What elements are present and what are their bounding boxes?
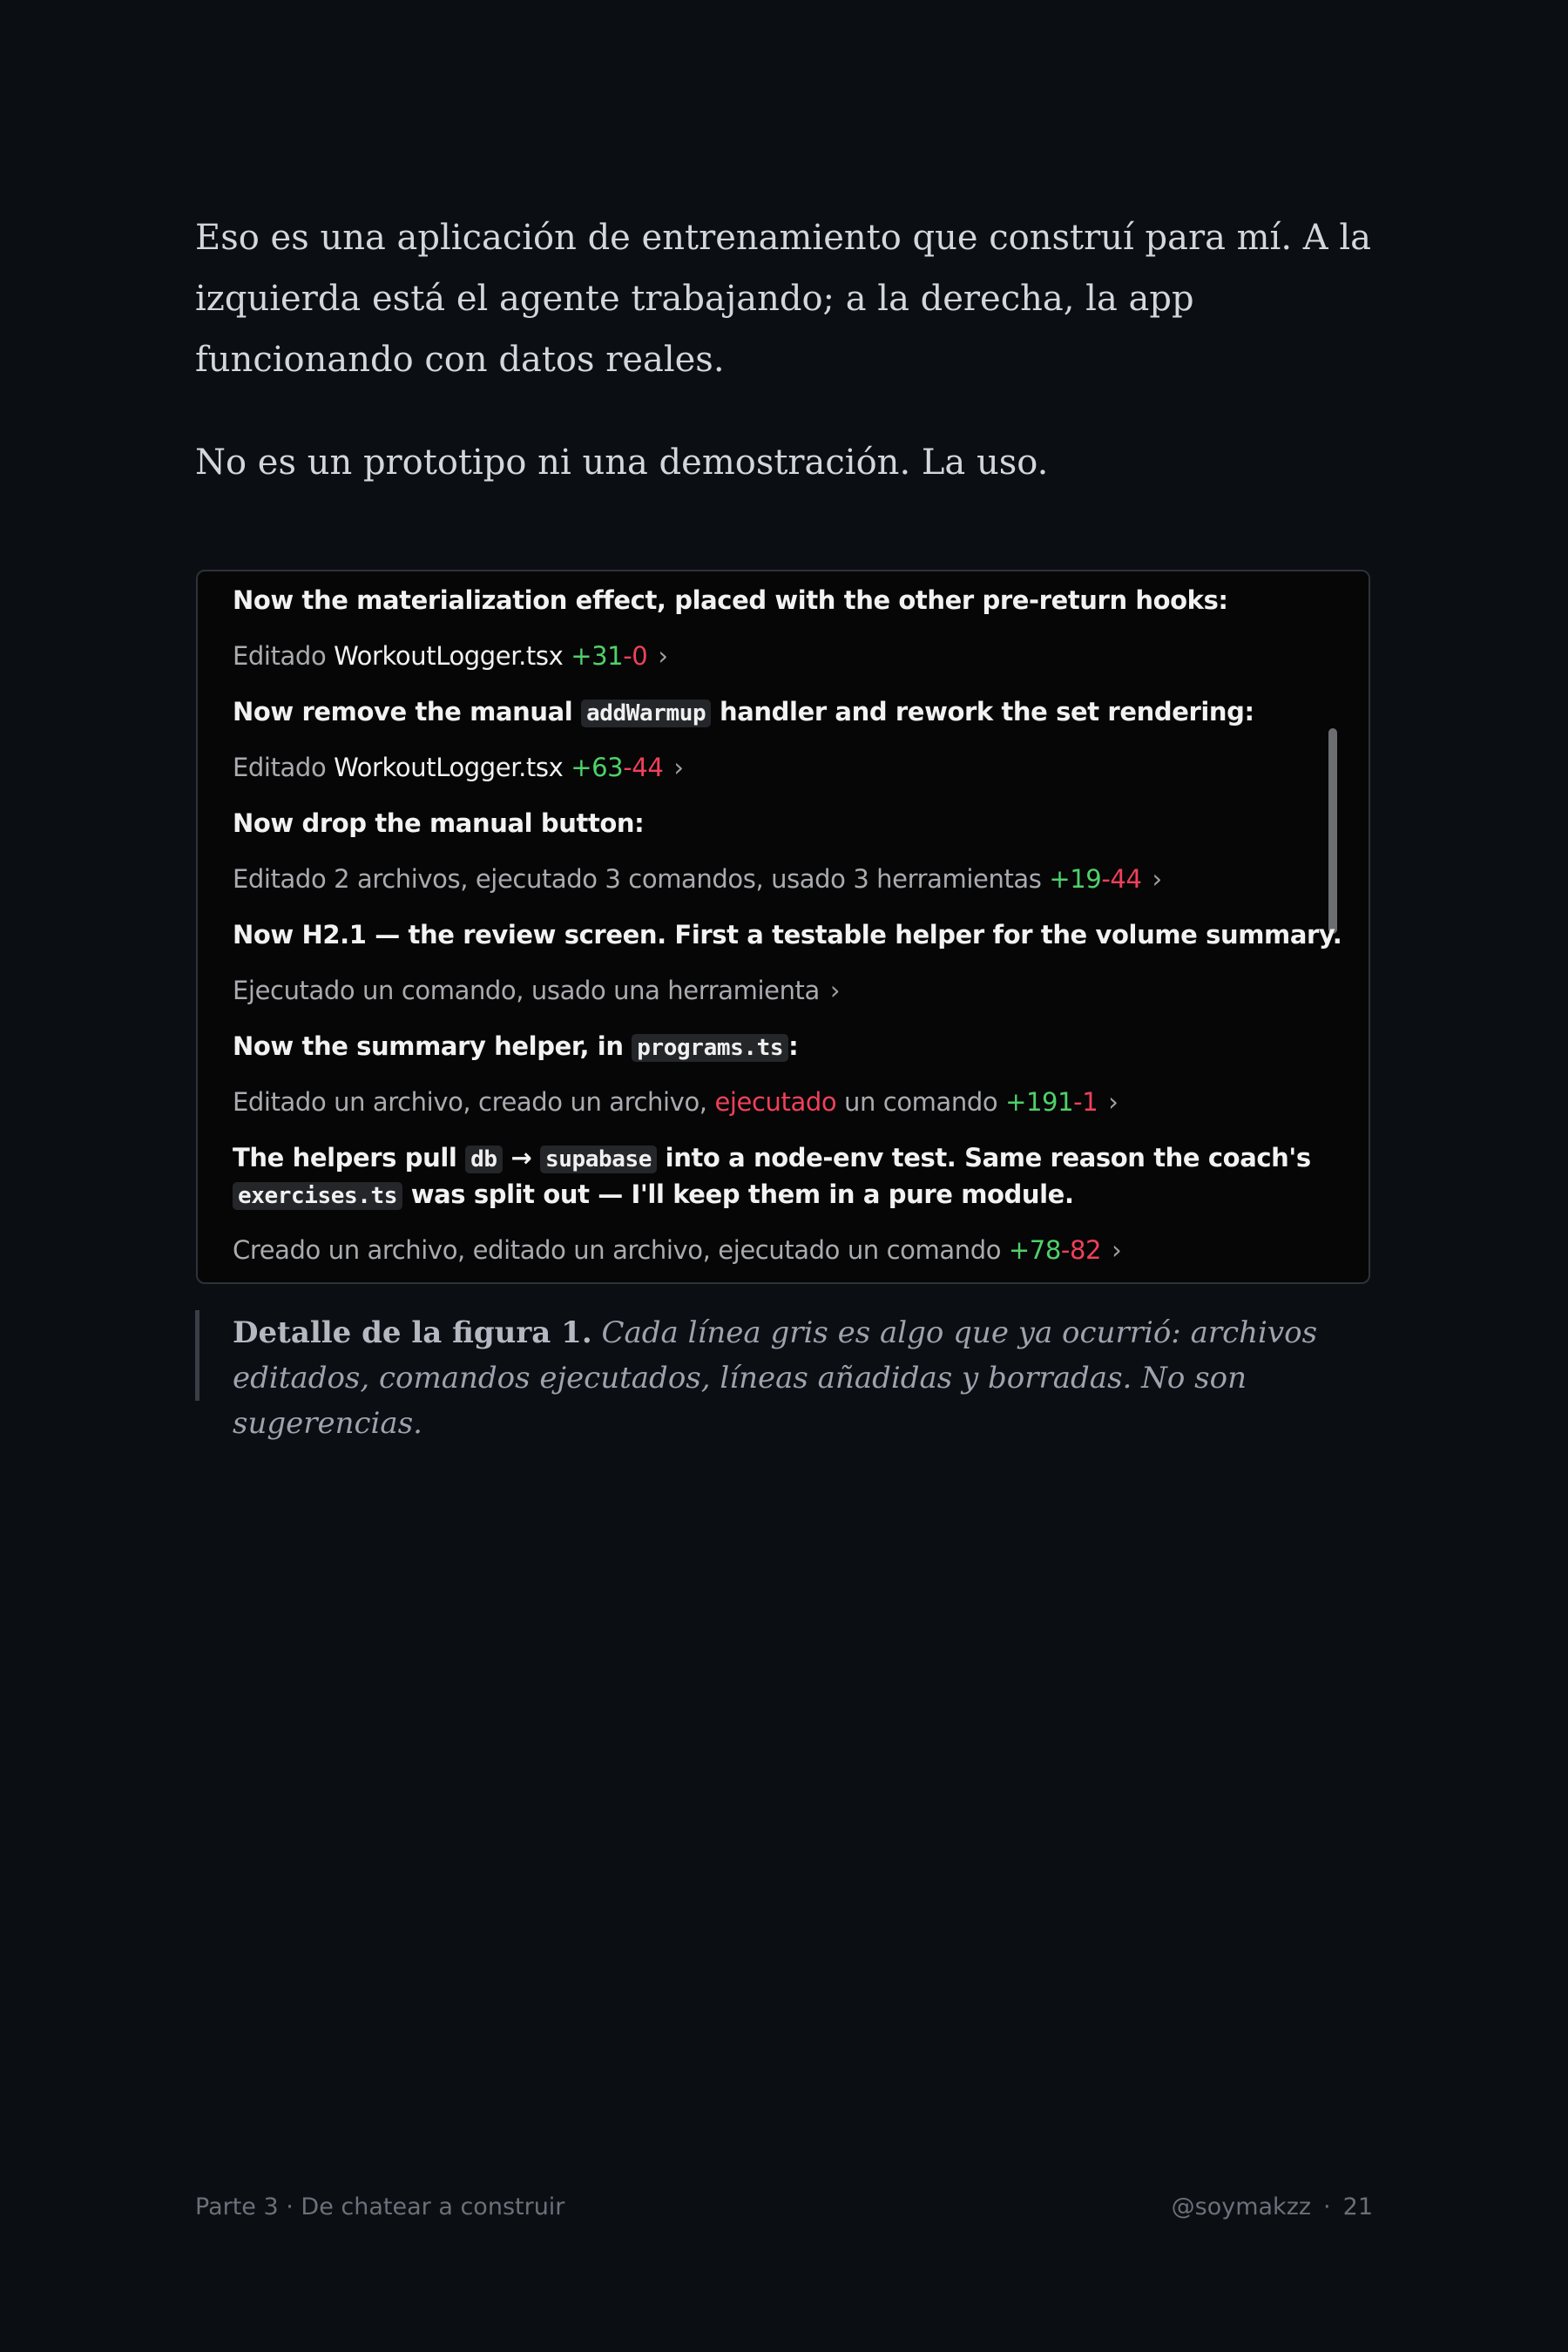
action-row[interactable]: Ejecutado un comando, usado una herramienta › [233,976,841,1005]
lines-added: +19 [1049,864,1102,894]
caption-text: Cada línea gris es algo que ya ocurrió: archivos editados, comandos ejecutados, líneas añadidas y borradas. No son sugerencias. [233,1315,1318,1441]
inline-code: supabase [540,1146,657,1173]
action-row[interactable]: Editado un archivo, creado un archivo, ejecutado un comando +191-1 › [233,1087,1119,1117]
figure-caption [195,1310,1380,1441]
author-handle: @soymakzz [1171,2193,1312,2220]
arrow-right-icon: → [502,1143,540,1173]
file-name: WorkoutLogger.tsx [334,753,564,782]
body-paragraph-2: No es un prototipo ni una demostración. La uso. [195,443,1049,483]
agent-message: Now H2.1 — the review screen. First a testable helper for the volume summary. [233,920,1342,950]
lines-removed: -44 [623,753,664,782]
agent-log-screenshot [196,570,1370,1284]
footer-separator: · [1323,2193,1331,2220]
page-number: 21 [1342,2193,1373,2220]
scrollbar[interactable] [1328,728,1337,934]
lines-added: +78 [1008,1235,1061,1265]
file-name: WorkoutLogger.tsx [334,641,564,671]
caption-label: Detalle de la figura 1. [233,1315,592,1350]
agent-message: The helpers pull db → supabase into a node-env test. Same reason the coach's [233,1143,1311,1173]
action-row[interactable]: Editado WorkoutLogger.tsx +63-44 › [233,753,684,782]
lines-removed: -82 [1060,1235,1102,1265]
inline-code: db [465,1146,503,1173]
body-paragraph-1: Eso es una aplicación de entrenamiento que construí para mí. A la izquierda está el agente trabajando; a la derecha, la app funcionando con datos reales. [195,218,1372,380]
lines-removed: -1 [1073,1087,1098,1117]
lines-removed: -44 [1101,864,1142,894]
inline-code: exercises.ts [233,1182,402,1210]
lines-added: +63 [571,753,624,782]
lines-added: +31 [571,641,624,671]
agent-message: Now remove the manual addWarmup handler and rework the set rendering: [233,697,1254,727]
footer-section-title: Parte 3 · De chatear a construir [195,2193,565,2220]
action-row[interactable]: Editado 2 archivos, ejecutado 3 comandos, usado 3 herramientas +19-44 › [233,864,1162,894]
highlighted-word: ejecutado [714,1087,837,1117]
footer-meta [1172,2193,1373,2220]
agent-message-continued: exercises.ts was split out — I'll keep them in a pure module. [233,1176,1316,1214]
inline-code: addWarmup [581,700,711,727]
chevron-right-icon[interactable]: › [1112,1235,1122,1265]
action-row[interactable]: Creado un archivo, editado un archivo, ejecutado un comando +78-82 › [233,1235,1122,1265]
agent-message: Now the materialization effect, placed with the other pre-return hooks: [233,585,1228,615]
chevron-right-icon[interactable]: › [1152,864,1162,894]
lines-added: +191 [1005,1087,1074,1117]
chevron-right-icon[interactable]: › [673,753,684,782]
chevron-right-icon[interactable]: › [658,641,668,671]
lines-removed: -0 [623,641,648,671]
agent-message: Now drop the manual button: [233,808,645,838]
action-row[interactable]: Editado WorkoutLogger.tsx +31-0 › [233,641,668,671]
chevron-right-icon[interactable]: › [1108,1087,1119,1117]
chevron-right-icon[interactable]: › [829,976,841,1005]
agent-message: Now the summary helper, in programs.ts : [233,1031,799,1061]
inline-code: programs.ts [632,1034,788,1062]
